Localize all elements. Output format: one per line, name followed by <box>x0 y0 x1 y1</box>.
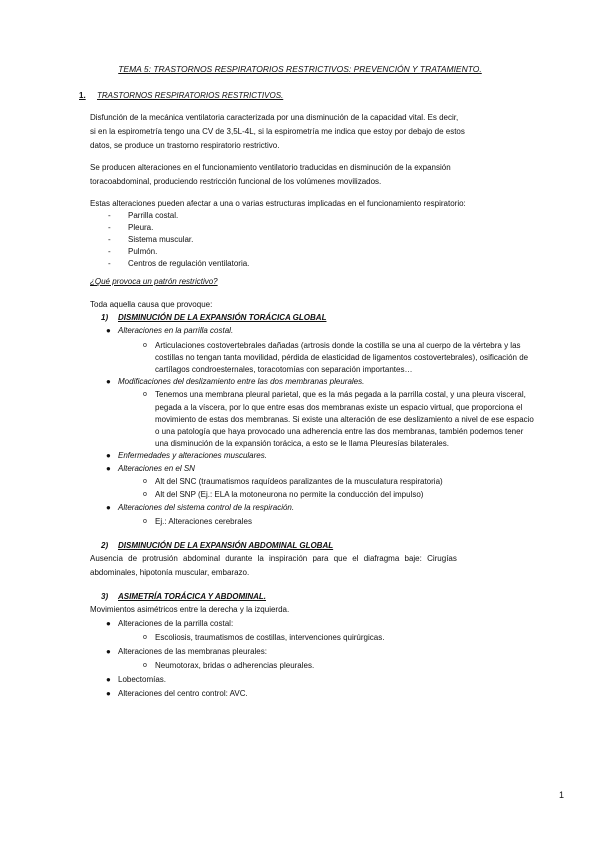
bullet-icon: ● <box>106 326 111 335</box>
cause-3-number: 3) <box>101 592 109 601</box>
bullet-icon: ● <box>106 689 111 698</box>
structure-item: Pulmón. <box>128 247 158 256</box>
section-number: 1. <box>79 91 86 100</box>
paragraph-1-line-3: datos, se produce un trastorno respiratorio restrictivo. <box>90 141 280 150</box>
paragraph-1-line-2: si en la espirometría tengo una CV de 3,5L-4L, si la espirometría me indica que estoy por debajo de estos <box>90 127 465 136</box>
cause-1-item-1: Alteraciones en la parrilla costal. <box>118 326 234 335</box>
dash-bullet: - <box>108 235 111 244</box>
bullet-icon: ● <box>106 503 111 512</box>
bullet-icon: ● <box>106 647 111 656</box>
dash-bullet: - <box>108 259 111 268</box>
cause-1-item-4: Alteraciones en el SN <box>118 464 195 473</box>
cause-1-item-2-detail-line-4: o una patología que haya provocado una adherencia entre las dos membranas, también podemos tener <box>155 427 524 436</box>
cause-1-item-5: Alteraciones del sistema control de la respiración. <box>118 503 295 512</box>
paragraph-1-line-1: Disfunción de la mecánica ventilatoria caracterizada por una disminución de la capacidad vital. Es decir, <box>90 113 459 122</box>
cause-3-item-1: Alteraciones de la parrilla costal: <box>118 619 234 628</box>
cause-1-item-2: Modificaciones del deslizamiento entre las dos membranas pleurales. <box>118 377 365 386</box>
cause-1-item-5-detail-1: Ej.: Alteraciones cerebrales <box>155 517 252 526</box>
document-title: TEMA 5: TRASTORNOS RESPIRATORIOS RESTRICTIVOS: PREVENCIÓN Y TRATAMIENTO. <box>118 64 482 74</box>
circle-bullet-icon: o <box>143 391 147 398</box>
circle-bullet-icon: o <box>143 491 147 498</box>
cause-1-item-2-detail-line-2: pegada a la víscera, por lo que entre esas dos membranas existe un espacio virtual, que proporciona el <box>155 403 523 412</box>
cause-3-heading: ASIMETRÍA TORÁCICA Y ABDOMINAL. <box>118 592 267 601</box>
cause-3-item-2: Alteraciones de las membranas pleurales: <box>118 647 267 656</box>
cause-1-item-4-detail-1: Alt del SNC (traumatismos raquídeos paralizantes de la musculatura respiratoria) <box>155 477 443 486</box>
cause-3-item-2-detail: Neumotorax, bridas o adherencias pleurales. <box>155 661 315 670</box>
cause-3-item-3: Lobectomías. <box>118 675 167 684</box>
bullet-icon: ● <box>106 451 111 460</box>
bullet-icon: ● <box>106 675 111 684</box>
structure-item: Sistema muscular. <box>128 235 194 244</box>
circle-bullet-icon: o <box>143 662 147 669</box>
cause-1-item-1-detail-line-3: cartílagos condroesternales, toracotomías con separación importantes… <box>155 365 413 374</box>
section-heading: TRASTORNOS RESPIRATORIOS RESTRICTIVOS. <box>97 91 284 100</box>
cause-1-item-2-detail-line-5: una disminución de la expansión torácica, a esto se le llama Pleuresías bilaterales. <box>155 439 449 448</box>
paragraph-2-line-2: toracoabdominal, produciendo restricción funcional de los volúmenes movilizados. <box>90 177 382 186</box>
paragraph-2-line-1: Se producen alteraciones en el funcionamiento ventilatorio traducidas en disminución de la expansión <box>90 163 451 172</box>
cause-3-intro: Movimientos asimétricos entre la derecha y la izquierda. <box>90 605 290 614</box>
cause-2-text-line-2: abdominales, hipotonía muscular, embarazo. <box>90 568 250 577</box>
causes-intro: Toda aquella causa que provoque: <box>90 300 213 309</box>
cause-1-item-1-detail-line-2: costillas no tengan tanta movilidad, pérdida de elasticidad de ligamentos costovertebrales), osificación de <box>155 353 529 362</box>
cause-1-number: 1) <box>101 313 109 322</box>
cause-1-item-2-detail-line-1: Tenemos una membrana pleural parietal, que es la más pegada a la parrilla costal, y una pleura visceral, <box>155 390 526 399</box>
cause-1-item-1-detail-line-1: Articulaciones costovertebrales dañadas (artrosis donde la costilla se una al cuerpo de la vértebra y las <box>155 341 521 350</box>
bullet-icon: ● <box>106 619 111 628</box>
cause-3-item-4: Alteraciones del centro control: AVC. <box>118 689 248 698</box>
cause-1-item-2-detail-line-3: movimiento de estas dos membranas. Si existe una alteración de ese deslizamiento a nivel de ese espacio <box>155 415 534 424</box>
circle-bullet-icon: o <box>143 478 147 485</box>
structure-item: Centros de regulación ventilatoria. <box>128 259 250 268</box>
cause-1-heading: DISMINUCIÓN DE LA EXPANSIÓN TORÁCICA GLOBAL <box>118 313 327 322</box>
question-heading: ¿Qué provoca un patrón restrictivo? <box>90 277 218 286</box>
bullet-icon: ● <box>106 377 111 386</box>
page-number: 1 <box>559 790 565 800</box>
paragraph-3: Estas alteraciones pueden afectar a una o varias estructuras implicadas en el funcionamiento respiratorio: <box>90 199 466 208</box>
cause-1-item-4-detail-2: Alt del SNP (Ej.: ELA la motoneurona no permite la conducción del impulso) <box>155 490 424 499</box>
circle-bullet-icon: o <box>143 518 147 525</box>
cause-3-item-1-detail: Escoliosis, traumatismos de costillas, intervenciones quirúrgicas. <box>155 633 385 642</box>
structure-item: Parrilla costal. <box>128 211 179 220</box>
cause-1-item-3: Enfermedades y alteraciones musculares. <box>118 451 267 460</box>
bullet-icon: ● <box>106 464 111 473</box>
structure-item: Pleura. <box>128 223 154 232</box>
dash-bullet: - <box>108 223 111 232</box>
cause-2-number: 2) <box>101 541 109 550</box>
dash-bullet: - <box>108 211 111 220</box>
circle-bullet-icon: o <box>143 634 147 641</box>
cause-2-heading: DISMINUCIÓN DE LA EXPANSIÓN ABDOMINAL GLOBAL <box>118 541 334 550</box>
circle-bullet-icon: o <box>143 342 147 349</box>
dash-bullet: - <box>108 247 111 256</box>
cause-2-text-line-1: Ausencia de protrusión abdominal durante la inspiración para que el diafragma baje: Cirugías <box>90 554 457 563</box>
